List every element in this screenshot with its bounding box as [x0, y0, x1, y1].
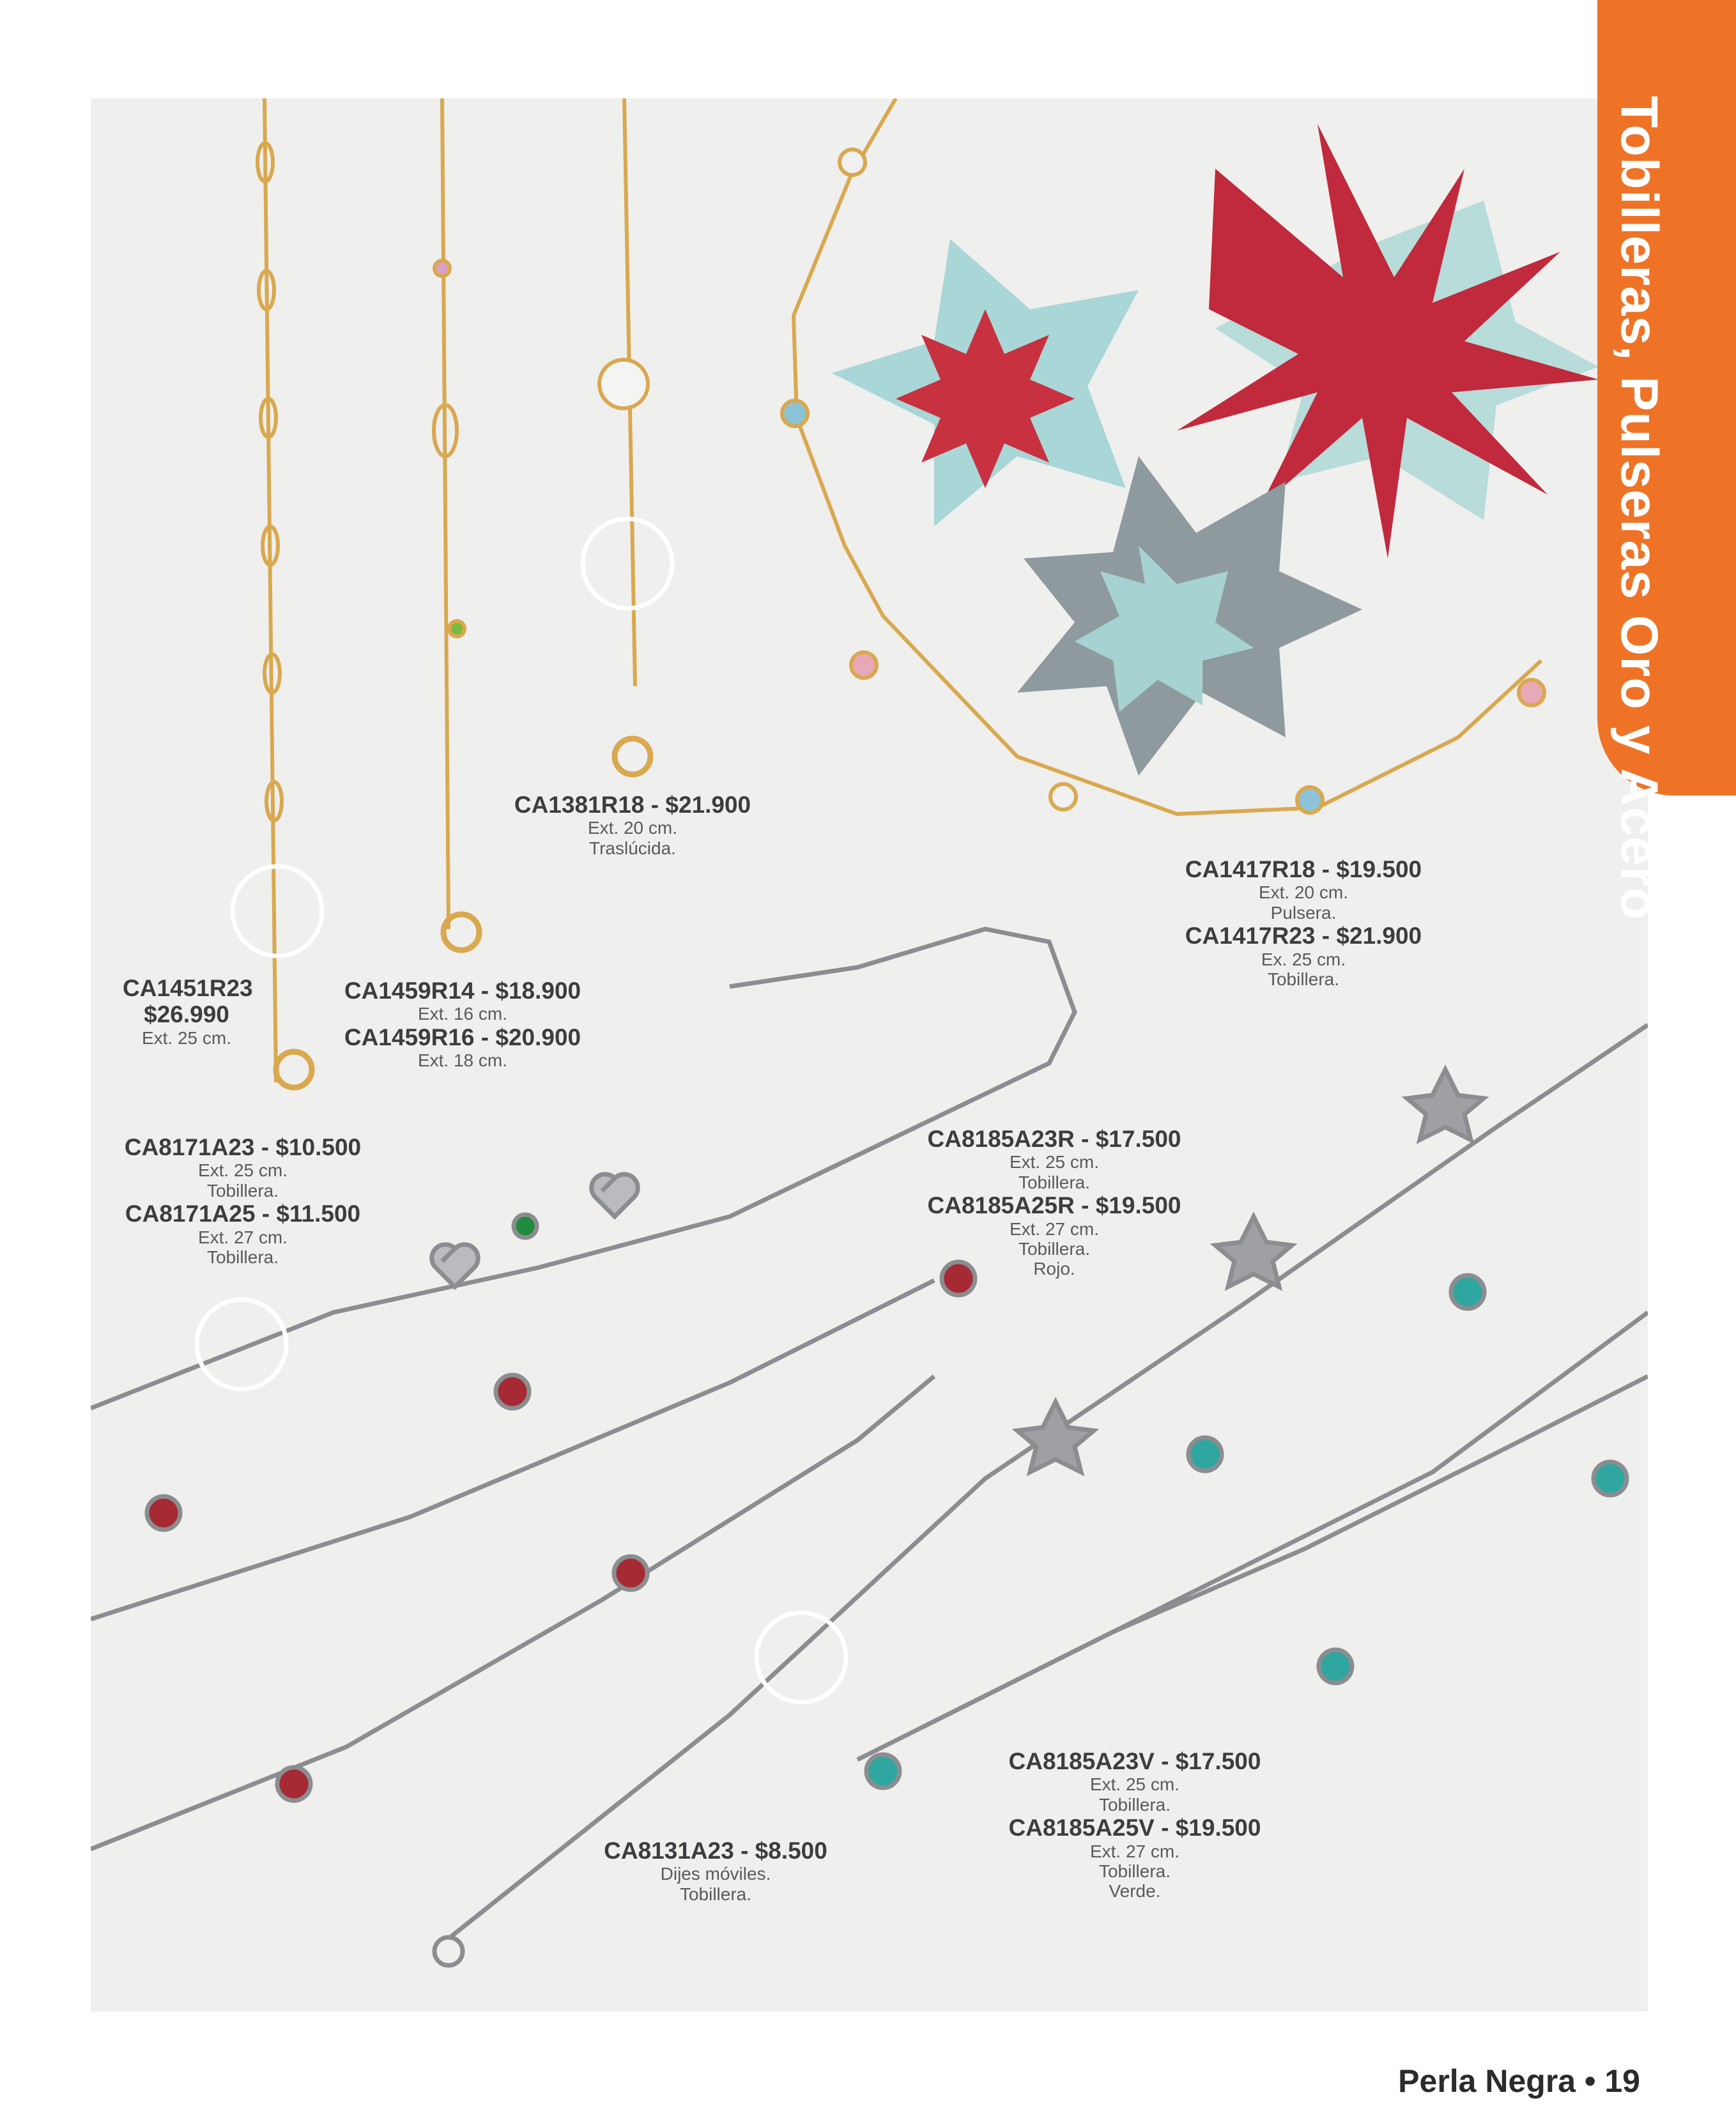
product-detail: Tobillera.: [1018, 1172, 1091, 1192]
side-tab-title: Tobilleras, Pulseras Oro y Acero: [1610, 96, 1668, 920]
product-detail: Ext. 20 cm.: [1258, 882, 1349, 903]
gold-bracelet-ca1381: [599, 98, 650, 774]
label-ca8185r: [920, 1126, 1188, 1279]
label-ca1451: [123, 975, 253, 1048]
product-detail: Tobillera.: [679, 1884, 752, 1904]
product-price: $26.990: [144, 1001, 229, 1028]
product-code: CA8185A23R - $17.500: [927, 1126, 1181, 1152]
product-code: CA1417R23 - $21.900: [1185, 923, 1422, 949]
product-code: CA1381R18 - $21.900: [514, 792, 751, 818]
label-ca8131: [588, 1838, 843, 1904]
product-detail: Ex. 25 cm.: [1261, 949, 1346, 969]
label-ca8171: [115, 1134, 371, 1267]
product-detail: Pulsera.: [1270, 902, 1337, 923]
product-code: CA8185A23V - $17.500: [1008, 1748, 1261, 1774]
product-detail: Tobillera.: [1267, 969, 1340, 989]
label-ca1459: [335, 978, 590, 1071]
paper-star-gray: [1017, 456, 1362, 776]
silver-anklet-ca8185v: [857, 1275, 1648, 1788]
product-code: CA8185A25V - $19.500: [1008, 1815, 1261, 1841]
product-code: CA8171A23 - $10.500: [124, 1134, 362, 1160]
product-code: CA8185A25R - $19.500: [927, 1192, 1181, 1219]
product-detail: Ext. 25 cm.: [1089, 1774, 1180, 1795]
gold-bracelet-ca1451: [257, 98, 312, 1087]
product-detail: Traslúcida.: [589, 838, 676, 858]
gold-bracelet-ca1459: [434, 98, 479, 950]
product-detail: Tobillera.: [1018, 1238, 1091, 1259]
product-code: CA8131A23 - $8.500: [604, 1838, 827, 1864]
product-detail: Ext. 20 cm.: [587, 818, 678, 838]
label-ca8185v: [1001, 1748, 1269, 1902]
label-ca1417: [1176, 856, 1431, 989]
product-detail: Ext. 25 cm.: [141, 1027, 232, 1048]
product-code: CA1459R16 - $20.900: [344, 1024, 581, 1050]
product-detail: Tobillera.: [206, 1247, 279, 1267]
product-detail: Ext. 16 cm.: [417, 1004, 508, 1024]
product-detail: Ext. 27 cm.: [1009, 1218, 1100, 1239]
product-detail: Tobillera.: [206, 1180, 279, 1201]
paper-star-aqua: [832, 239, 1139, 526]
product-code: CA1459R14 - $18.900: [344, 978, 581, 1004]
product-code: CA8171A25 - $11.500: [125, 1201, 361, 1227]
product-detail: Tobillera.: [1098, 1861, 1171, 1881]
product-detail: Dijes móviles.: [660, 1864, 771, 1884]
page-footer: Perla Negra • 19: [1398, 2063, 1640, 2099]
paper-star-red: [1177, 124, 1599, 558]
product-detail: Ext. 25 cm.: [197, 1160, 288, 1181]
detail-circles: [197, 519, 846, 1702]
product-detail: Ext. 25 cm.: [1009, 1152, 1100, 1172]
product-code: CA1417R18 - $19.500: [1185, 856, 1422, 882]
product-detail: Verde.: [1109, 1881, 1161, 1902]
silver-anklet-ca8185r: [91, 1262, 975, 1849]
product-detail: Tobillera.: [1098, 1794, 1171, 1815]
product-detail: Rojo.: [1033, 1259, 1075, 1279]
label-ca1381: [505, 792, 760, 858]
product-detail: Ext. 27 cm.: [197, 1227, 288, 1247]
product-code: CA1451R23: [123, 975, 253, 1001]
product-photo: [91, 98, 1648, 2011]
product-detail: Ext. 27 cm.: [1089, 1841, 1180, 1861]
product-detail: Ext. 18 cm.: [417, 1050, 508, 1071]
